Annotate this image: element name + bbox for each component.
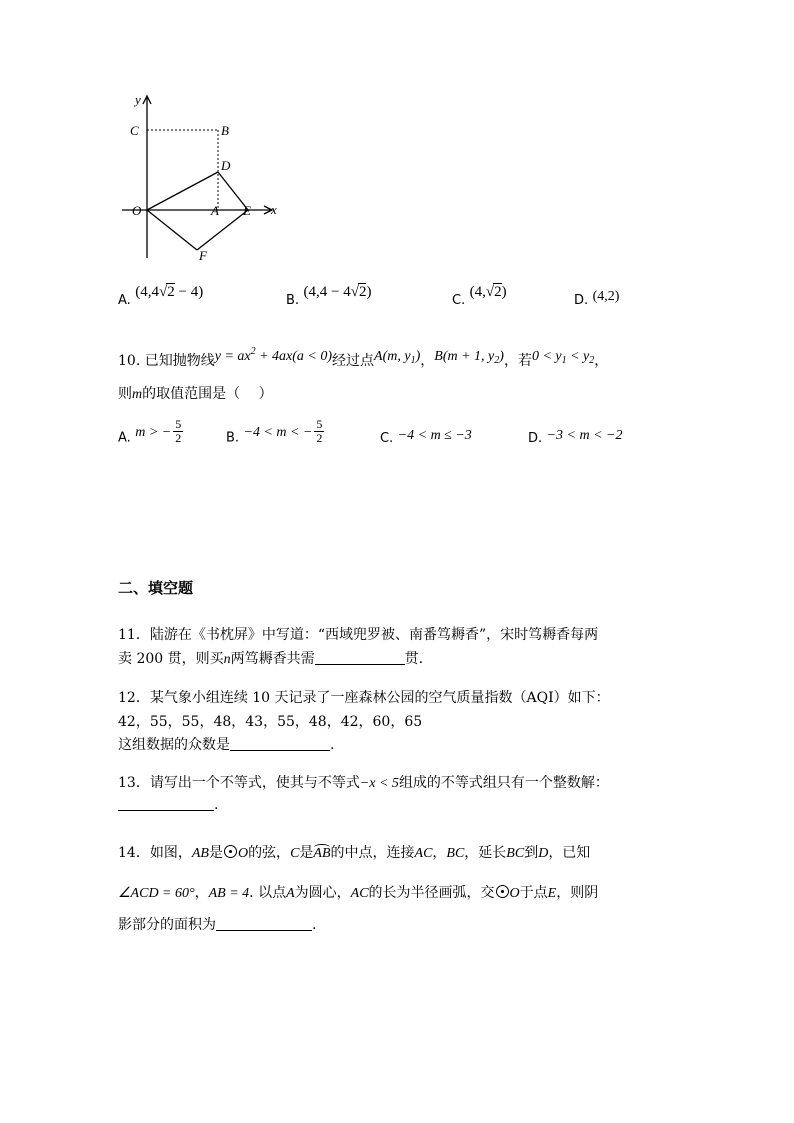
q11-line1: 11．陆游在《书枕屏》中写道：“西域兜罗被、南番笃耨香”，宋时笃耨香每两	[118, 627, 599, 643]
answer-blank[interactable]	[216, 916, 312, 931]
segment-of	[147, 210, 197, 250]
q13-line1: 13．请写出一个不等式，使其与不等式−x < 5组成的不等式组只有一个整数解：	[118, 775, 609, 791]
q11-line2: 卖 200 贯，则买n两笃耨香共需 贯.	[118, 651, 424, 667]
q14-line1: 14．如图，AB是 O的弦，C是AB的中点，连接AC，BC，延长BC到D，已知	[118, 845, 591, 861]
option-label: D.	[574, 293, 589, 308]
answer-blank[interactable]	[230, 736, 330, 751]
label-x: x	[271, 202, 277, 217]
q12-data: 42，55，55，48，43，55，48，42，60，65	[118, 714, 423, 730]
circle-dot-icon	[224, 845, 237, 858]
answer-blank[interactable]	[315, 650, 405, 665]
arc-ab: AB	[313, 846, 331, 861]
label-f: F	[199, 248, 207, 263]
q10-line1: 10. 已知抛物线$y = ax^2 + 4ax(a < 0)$经过点A(m, $y_1$)，B(m + 1, $y_2$)，若$0 < y_1 < y_2$，	[118, 346, 609, 369]
label-o: O	[132, 203, 142, 218]
q12-line1: 12．某气象小组连续 10 天记录了一座森林公园的空气质量指数（AQI）如下：	[118, 690, 610, 706]
q10-option-a: A. m > − $\frac{5}{2}$	[118, 417, 182, 446]
q10-option-d: D. −3 < m < −2	[528, 428, 623, 446]
label-e: E	[243, 203, 251, 218]
q9-option-c: C. (4,√2)	[452, 284, 507, 308]
circle-dot-icon	[496, 885, 509, 898]
q10-option-b: B. −4 < m < − $\frac{5}{2}$	[226, 417, 323, 446]
label-y: y	[135, 92, 141, 107]
coordinate-figure	[110, 88, 290, 268]
q13-line2: .	[118, 796, 218, 813]
label-c: C	[130, 123, 139, 138]
option-label: B.	[286, 293, 300, 308]
label-d: D	[221, 158, 231, 173]
q14-line2: ∠ACD = 60°，AB = 4. 以点A为圆心，AC的长为半径画弧，交 O于点E，则阴	[118, 885, 599, 901]
option-label: C.	[452, 293, 466, 308]
label-b: B	[221, 123, 229, 138]
q9-option-a: A. (4,4√2 − 4)	[118, 284, 204, 308]
label-a: A	[211, 203, 219, 218]
segment-fe	[197, 210, 248, 250]
q10-option-c: C. −4 < m ≤ −3	[380, 428, 472, 446]
q9-option-b: B. (4,4 − 4√2)	[286, 284, 372, 308]
section-heading: 二、填空题	[118, 579, 194, 597]
segment-od	[147, 172, 218, 210]
q14-line3: 影部分的面积为 .	[118, 917, 317, 933]
answer-blank[interactable]	[118, 796, 214, 811]
q12-line3: 这组数据的众数是 .	[118, 737, 335, 753]
option-label: A.	[118, 293, 131, 308]
q10-line2: 则m的取值范围是（ ）	[118, 386, 273, 402]
q9-option-d: D. (4,2)	[574, 289, 620, 308]
